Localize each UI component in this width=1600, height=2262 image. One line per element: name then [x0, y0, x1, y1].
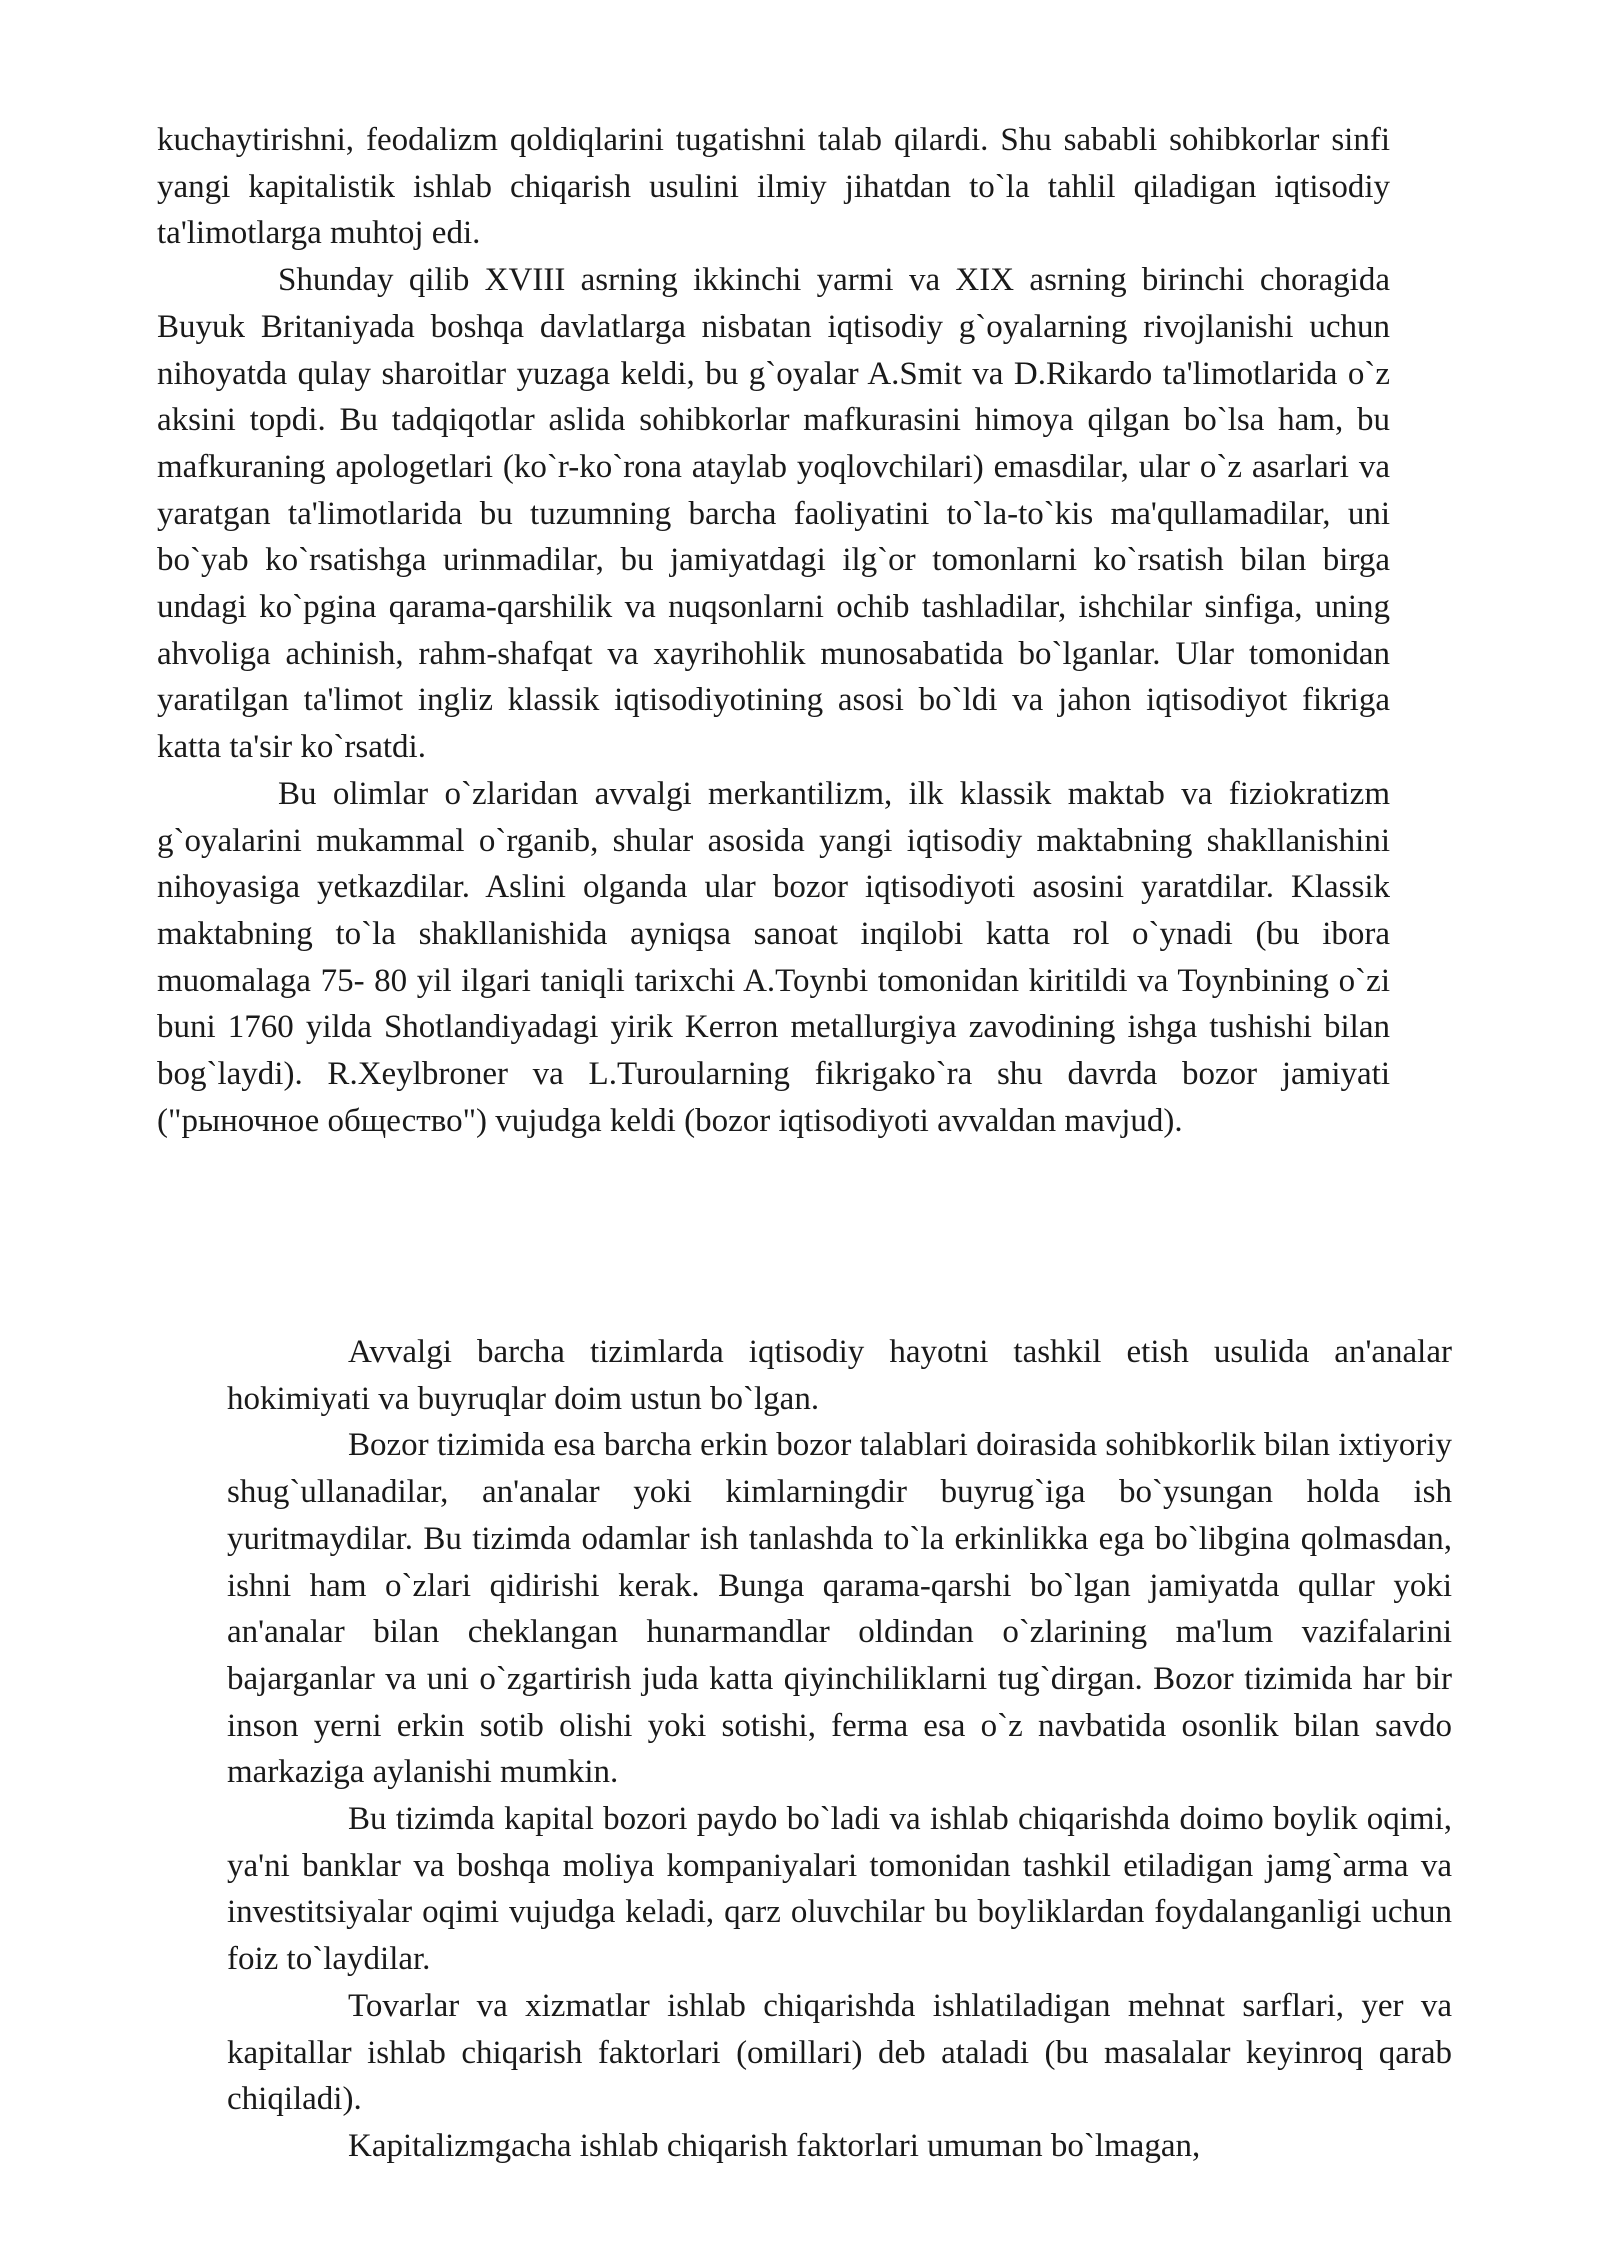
text-block-lower — [227, 1329, 1452, 2170]
text-block-upper — [157, 117, 1390, 1144]
paragraph-1: kuchaytirishni, feodalizm qoldiqlarini tugatishni talab qilardi. Shu sababli sohibkorlar sinfi yangi kapitalistik ishlab chiqarish usulini ilmiy jihatdan to`la tahlil qiladigan iqtisodiy ta'limotlarga muhtoj edi. — [157, 122, 1390, 252]
paragraph-4: Avvalgi barcha tizimlarda iqtisodiy hayotni tashkil etish usulida an'analar hokimiyati va buyruqlar doim ustun bo`lgan. — [227, 1334, 1452, 1417]
paragraph-7: Tovarlar va xizmatlar ishlab chiqarishda ishlatiladigan mehnat sarflari, yer va kapitallar ishlab chiqarish faktorlari (omillari) deb ataladi (bu masalalar keyinroq qarab chiqiladi). — [227, 1987, 1452, 2118]
paragraph-3: Bu olimlar o`zlaridan avvalgi merkantilizm, ilk klassik maktab va fiziokratizm g`oyalarini mukammal o`rganib, shular asosida yangi iqtisodiy maktabning shakllanishini nihoyasiga yetkazdilar. Aslini olganda ular bozor iqtisodiyoti asosini yaratdilar. Klassik maktabning to`la shakllanishida ayniqsa sanoat inqilobi katta rol o`ynadi (bu ibora muomalaga 75- 80 yil ilgari taniqli tarixchi A.Toynbi tomonidan kiritildi va Toynbining o`zi buni 1760 yilda Shotlandiyadagi yirik Kerron metallurgiya zavodining ishga tushishi bilan bog`laydi). R.Xeylbroner va L.Turoularning fikrigako`ra shu davrda bozor jamiyati ("рыночное общество") vujudga keldi (bozor iqtisodiyoti avvaldan mavjud). — [157, 775, 1390, 1139]
paragraph-6: Bu tizimda kapital bozori paydo bo`ladi va ishlab chiqarishda doimo boylik oqimi, ya'ni banklar va boshqa moliya kompaniyalari tomonidan tashkil etiladigan jamg`arma va investitsiyalar oqimi vujudga keladi, qarz oluvchilar bu boyliklardan foydalanganligi uchun foiz to`laydilar. — [227, 1801, 1452, 1978]
paragraph-5: Bozor tizimida esa barcha erkin bozor talablari doirasida sohibkorlik bilan ixtiyoriy shug`ullanadilar, an'analar yoki kimlarningdir buyrug`iga bo`ysungan holda ish yuritmaydilar. Bu tizimda odamlar ish tanlashda to`la erkinlikka ega bo`libgina qolmasdan, ishni ham o`zlari qidirishi kerak. Bunga qarama-qarshi bo`lgan jamiyatda qullar yoki an'analar bilan cheklangan hunarmandlar oldindan o`zlarining ma'lum vazifalarini bajarganlar va uni o`zgartirish juda katta qiyinchiliklarni tug`dirgan. Bozor tizimida har bir inson yerni erkin sotib olishi yoki sotishi, ferma esa o`z navbatida osonlik bilan savdo markaziga aylanishi mumkin. — [227, 1427, 1452, 1791]
paragraph-2: Shunday qilib XVIII asrning ikkinchi yarmi va XIX asrning birinchi choragida Buyuk Britaniyada boshqa davlatlarga nisbatan iqtisodiy g`oyalarning rivojlanishi uchun nihoyatda qulay sharoitlar yuzaga keldi, bu g`oyalar A.Smit va D.Rikardo ta'limotlarida o`z aksini topdi. Bu tadqiqotlar aslida sohibkorlar mafkurasini himoya qilgan bo`lsa ham, bu mafkuraning apologetlari (ko`r-ko`rona ataylab yoqlovchilari) emasdilar, ular o`z asarlari va yaratgan ta'limotlarida bu tuzumning barcha faoliyatini to`la-to`kis ma'qullamadilar, uni bo`yab ko`rsatishga urinmadilar, bu jamiyatdagi ilg`or tomonlarni ko`rsatish bilan birga undagi ko`pgina qarama-qarshilik va nuqsonlarni ochib tashladilar, ishchilar sinfiga, uning ahvoliga achinish, rahm-shafqat va xayrihohlik munosabatida bo`lganlar. Ular tomonidan yaratilgan ta'limot ingliz klassik iqtisodiyotining asosi bo`ldi va jahon iqtisodiyot fikriga katta ta'sir ko`rsatdi. — [157, 262, 1390, 766]
paragraph-8: Kapitalizmgacha ishlab chiqarish faktorlari umuman bo`lmagan, — [348, 2127, 1201, 2164]
